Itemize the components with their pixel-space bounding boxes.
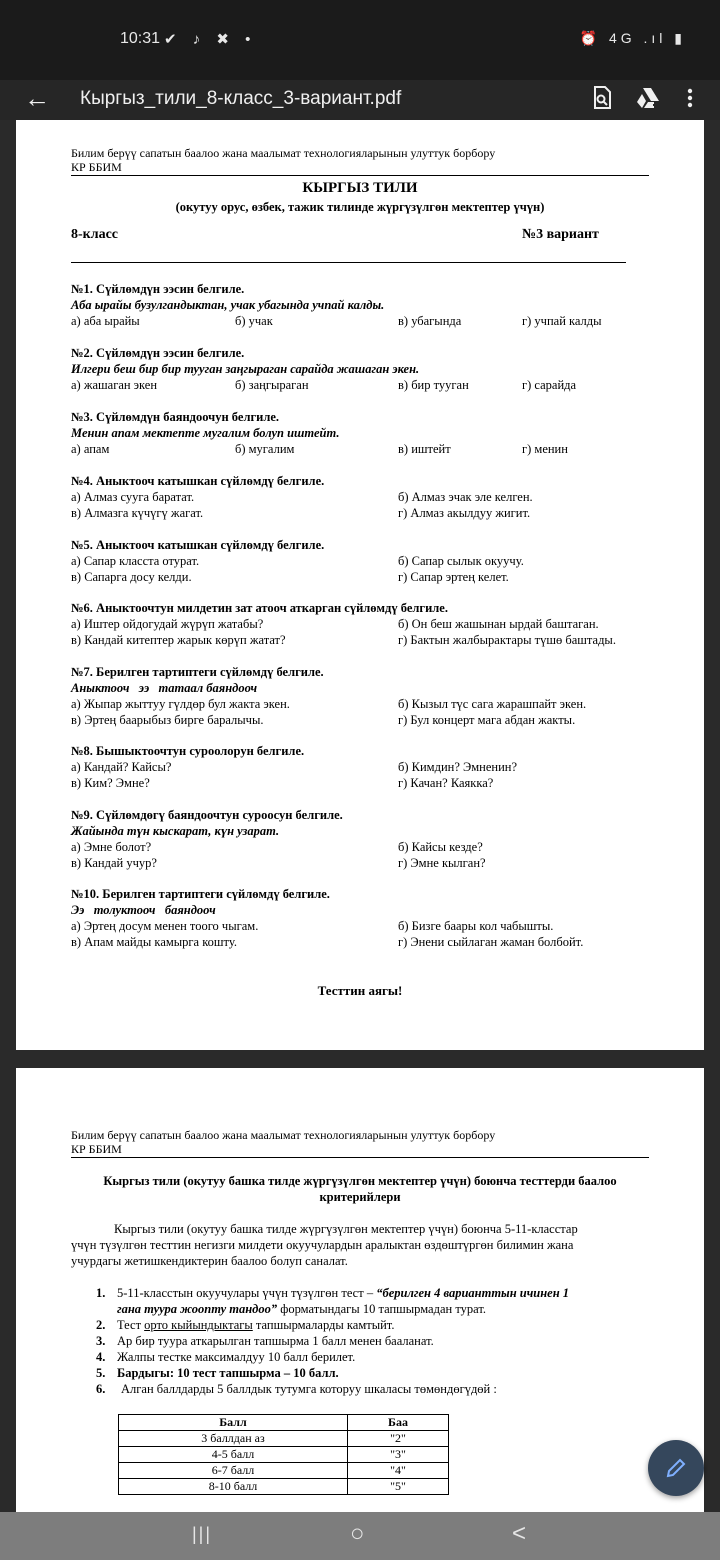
option-d: г) менин (522, 442, 568, 456)
list-item-1-emph2: гана туура жоопту тандоо” (117, 1302, 278, 1316)
option-a: а) Кандай? Кайсы? (71, 760, 172, 774)
pdf-page-2 (16, 1068, 704, 1518)
question-text: №4. Аныктооч катышкан сүйлөмдү белгиле. (71, 474, 325, 488)
option-c: в) Апам майды камырга кошту. (71, 935, 237, 949)
list-item-2-text: Тест (117, 1318, 145, 1332)
option-a: а) аба ырайы (71, 314, 140, 328)
option-c: в) Алмазга күчүгү жагат. (71, 506, 204, 520)
option-d: г) учпай калды (522, 314, 602, 328)
option-c: в) Сапарга досу келди. (71, 570, 192, 584)
system-icons: ⏰ 4G .ıl ▮ (579, 30, 686, 46)
list-item-3: Ар бир туура аткарылган тапшырма 1 балл менен бааланат. (117, 1334, 434, 1348)
question-text: №6. Аныктоочтун милдетин зат атооч аткарган сүйлөмдү белгиле. (71, 601, 448, 615)
option-d: г) Бул концерт мага абдан жакты. (398, 713, 576, 727)
option-b: б) Бизге баары кол чабышты. (398, 919, 554, 933)
list-item-1-emph: “берилген 4 варианттын ичинен 1 (376, 1286, 570, 1300)
list-item-2-text2: тапшырмаларды камтыйт. (252, 1318, 395, 1332)
list-item-5: Бардыгы: 10 тест тапшырма – 10 балл. (117, 1366, 339, 1380)
criteria-title-line1: Кыргыз тили (окутуу башка тилде жүргүзүлгөн мектептер үчүн) боюнча тесттерди баалоо (103, 1174, 617, 1188)
intro-line-1: Кыргыз тили (окутуу башка тилде жүргүзүлгөн мектептер үчүн) боюнча 5-11-класстар (114, 1222, 578, 1236)
option-b: б) Кимдин? Эмненин? (398, 760, 518, 774)
option-c: в) Ким? Эмне? (71, 776, 150, 790)
question-text: №8. Бышыктоочтун суроолорун белгиле. (71, 744, 305, 758)
table-cell: 4-5 балл (119, 1447, 348, 1463)
test-end: Тесттин аягы! (317, 983, 403, 998)
table-header-row (119, 1415, 449, 1431)
more-options-icon[interactable] (676, 84, 704, 112)
list-item-1-cont (117, 1302, 486, 1317)
header-rule (71, 1157, 649, 1158)
option-a: а) Эмне болот? (71, 840, 152, 854)
header-rule (71, 175, 649, 176)
doc-subtitle: (окутуу орус, өзбек, тажик тилинде жүргүзүлгөн мектептер үчүн) (175, 200, 545, 214)
table-cell: "4" (348, 1463, 449, 1479)
list-item-2 (117, 1318, 394, 1333)
notification-icons: ✔ ♪ ✖ • (164, 31, 257, 48)
list-item-2-underlined: орто кыйындыктагы (144, 1318, 253, 1332)
option-b: б) учак (235, 314, 273, 328)
criteria-title-line2: критерийлери (319, 1190, 401, 1204)
list-num-2: 2. (96, 1318, 106, 1332)
table-header: Баа (348, 1415, 449, 1431)
grade-table (118, 1414, 449, 1495)
list-num-6: 6. (96, 1382, 106, 1396)
grade-label: 8-класс (71, 227, 119, 242)
pdf-page-1 (16, 120, 704, 1050)
add-to-drive-icon[interactable] (634, 84, 662, 112)
list-item-4: Жалпы тестке максималдуу 10 балл берилет. (117, 1350, 356, 1364)
pencil-icon (664, 1456, 688, 1480)
table-cell: 6-7 балл (119, 1463, 348, 1479)
status-time: 10:31 (120, 30, 161, 47)
header-org-abbr: КР ББИМ (71, 1142, 122, 1156)
table-cell: 8-10 балл (119, 1479, 348, 1495)
option-d: г) Энени сыйлаган жаман болбойт. (398, 935, 584, 949)
question-text: №10. Берилген тартиптеги сүйлөмдү белгиле. (71, 887, 330, 901)
question-text: №1. Сүйлөмдүн ээсин белгиле. (71, 282, 245, 296)
option-b: б) Кайсы кезде? (398, 840, 483, 854)
option-c: в) Кандай китептер жарык көрүп жатат? (71, 633, 286, 647)
option-b: б) заңгыраган (235, 378, 309, 392)
table-header: Балл (119, 1415, 348, 1431)
question-text: №9. Сүйлөмдөгү баяндоочтун суроосун белгиле. (71, 808, 343, 822)
table-row (119, 1463, 449, 1479)
option-d: г) Алмаз акылдуу жигит. (398, 506, 531, 520)
option-d: г) Бактын жалбырактары түшө баштады. (398, 633, 616, 647)
header-org-abbr: КР ББИМ (71, 160, 122, 174)
table-row (119, 1447, 449, 1463)
question-sentence: Жайында түн кыскарат, күн узарат. (71, 824, 280, 838)
question-text: №7. Берилген тартиптеги сүйлөмдү белгиле. (71, 665, 324, 679)
table-cell: "5" (348, 1479, 449, 1495)
option-d: г) Сапар эртең келет. (398, 570, 509, 584)
list-num-1: 1. (96, 1286, 106, 1300)
intro-line-3: учурдагы жетишкендиктерин баалоо болуп саналат. (71, 1254, 348, 1268)
recents-icon[interactable]: ||| (192, 1524, 213, 1544)
app-bar (0, 80, 720, 120)
table-cell: 3 баллдан аз (119, 1431, 348, 1447)
find-in-document-icon[interactable] (588, 84, 616, 112)
option-a: а) жашаган экен (71, 378, 158, 392)
document-title: Кыргыз_тили_8-класс_3-вариант.pdf (80, 88, 402, 109)
question-sentence: Илгери беш бир бир тууган заңгыраган сарайда жашаган экен. (71, 362, 420, 376)
option-c: в) Эртең баарыбыз бирге баралычы. (71, 713, 264, 727)
option-c: в) убагында (398, 314, 462, 328)
option-a: а) Алмаз сууга баратат. (71, 490, 195, 504)
option-d: г) Качан? Каякка? (398, 776, 494, 790)
option-c: в) Кандай учур? (71, 856, 157, 870)
question-sentence: Ээ толуктооч баяндооч (71, 903, 216, 917)
list-item-1-text: 5-11-класстын окуучулары үчүн түзүлгөн тест – (117, 1286, 377, 1300)
option-a: а) Жыпар жыттуу гүлдөр бул жакта экен. (71, 697, 290, 711)
header-org: Билим берүү сапатын баалоо жана маалымат технологияларынын улуттук борбору (71, 146, 496, 160)
list-num-3: 3. (96, 1334, 106, 1348)
list-item-1 (117, 1286, 569, 1301)
table-cell: "2" (348, 1431, 449, 1447)
back-arrow-icon[interactable]: ← (24, 83, 50, 113)
list-item-1-text2: форматындагы 10 тапшырмадан турат. (277, 1302, 486, 1316)
question-text: №5. Аныктооч катышкан сүйлөмдү белгиле. (71, 538, 325, 552)
question-text: №3. Сүйлөмдүн баяндоочун белгиле. (71, 410, 280, 424)
table-row (119, 1431, 449, 1447)
title-rule (71, 262, 626, 263)
option-b: б) Кызыл түс сага жарашпайт экен. (398, 697, 587, 711)
list-num-5: 5. (96, 1366, 106, 1380)
option-b: б) Он беш жашынан ырдай баштаган. (398, 617, 599, 631)
option-d: г) Эмне кылган? (398, 856, 486, 870)
list-num-4: 4. (96, 1350, 106, 1364)
table-cell: "3" (348, 1447, 449, 1463)
status-bar (0, 0, 720, 80)
question-text: №2. Сүйлөмдүн ээсин белгиле. (71, 346, 245, 360)
variant-label: №3 вариант (522, 227, 599, 242)
option-b: б) Сапар сылык окуучу. (398, 554, 524, 568)
home-icon[interactable]: ○ (350, 1520, 365, 1547)
question-sentence: Аба ырайы бузулгандыктан, учак убагында учпай калды. (71, 298, 385, 312)
option-a: а) апам (71, 442, 110, 456)
option-c: в) бир тууган (398, 378, 469, 392)
option-a: а) Иштер ойдогудай жүрүп жатабы? (71, 617, 264, 631)
question-sentence: Менин апам мектепте мугалим болуп иштейт. (71, 426, 340, 440)
option-d: г) сарайда (522, 378, 577, 392)
navigation-bar (0, 1512, 720, 1560)
option-a: а) Сапар класста отурат. (71, 554, 200, 568)
intro-line-2: үчүн түзүлгөн тесттин негизги милдети окуучулардын аралыктан өздөштүргөн билимин жана (71, 1238, 574, 1252)
option-c: в) иштейт (398, 442, 451, 456)
edit-button[interactable] (648, 1440, 704, 1496)
nav-back-icon[interactable]: < (512, 1520, 527, 1547)
option-a: а) Эртең досум менен тоого чыгам. (71, 919, 259, 933)
header-org: Билим берүү сапатын баалоо жана маалымат технологияларынын улуттук борбору (71, 1128, 496, 1142)
doc-title: КЫРГЫЗ ТИЛИ (302, 180, 418, 196)
option-b: б) мугалим (235, 442, 295, 456)
question-sentence: Аныктооч ээ татаал баяндооч (71, 681, 258, 695)
option-b: б) Алмаз эчак эле келген. (398, 490, 533, 504)
list-item-6: Алган баллдарды 5 баллдык тутумга которуу шкаласы төмөндөгүдөй : (121, 1382, 497, 1396)
table-row (119, 1479, 449, 1495)
